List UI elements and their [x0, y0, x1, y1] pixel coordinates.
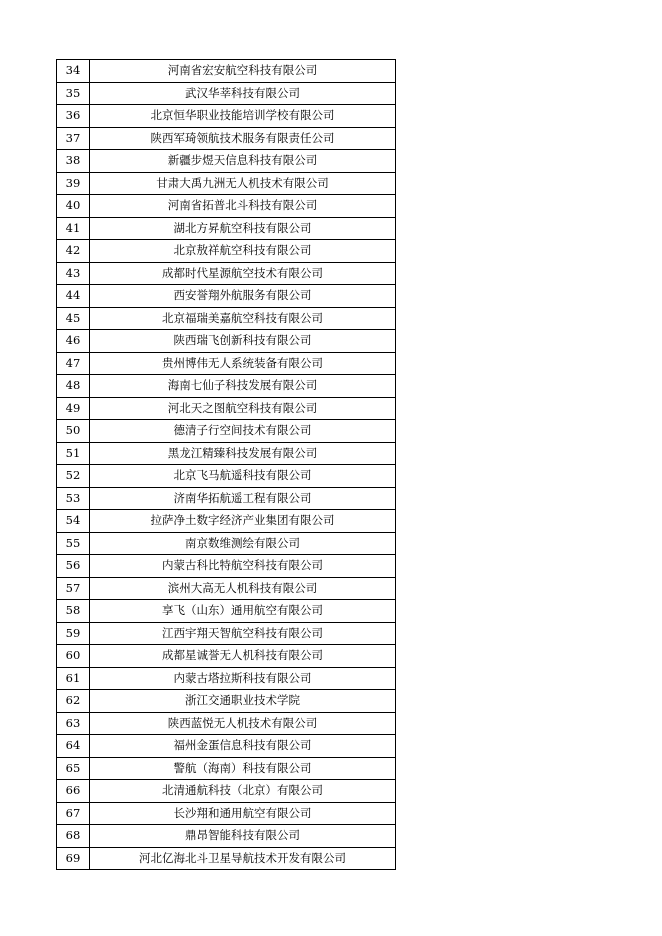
- row-number-cell: 40: [57, 195, 90, 218]
- company-name-cell: 陕西蓝悦无人机技术有限公司: [90, 712, 396, 735]
- company-name-cell: 长沙翔和通用航空有限公司: [90, 802, 396, 825]
- row-number-cell: 35: [57, 82, 90, 105]
- row-number-cell: 34: [57, 60, 90, 83]
- company-name-cell: 西安誉翔外航服务有限公司: [90, 285, 396, 308]
- table-row: [57, 487, 396, 510]
- row-number-cell: 49: [57, 397, 90, 420]
- row-number-cell: 63: [57, 712, 90, 735]
- table-row: [57, 217, 396, 240]
- row-number-cell: 57: [57, 577, 90, 600]
- table-row: [57, 172, 396, 195]
- row-number-cell: 56: [57, 555, 90, 578]
- row-number-cell: 61: [57, 667, 90, 690]
- company-name-cell: 警航（海南）科技有限公司: [90, 757, 396, 780]
- row-number-cell: 54: [57, 510, 90, 533]
- row-number-cell: 39: [57, 172, 90, 195]
- table-row: [57, 825, 396, 848]
- table-row: [57, 285, 396, 308]
- table-row: [57, 465, 396, 488]
- row-number-cell: 45: [57, 307, 90, 330]
- company-name-cell: 北清通航科技（北京）有限公司: [90, 780, 396, 803]
- table-row: [57, 60, 396, 83]
- row-number-cell: 50: [57, 420, 90, 443]
- company-name-cell: 内蒙古塔拉斯科技有限公司: [90, 667, 396, 690]
- company-name-cell: 河北亿海北斗卫星导航技术开发有限公司: [90, 847, 396, 870]
- company-name-cell: 陕西军琦领航技术服务有限责任公司: [90, 127, 396, 150]
- row-number-cell: 65: [57, 757, 90, 780]
- company-name-cell: 内蒙古科比特航空科技有限公司: [90, 555, 396, 578]
- company-name-cell: 北京敖祥航空科技有限公司: [90, 240, 396, 263]
- company-name-cell: 滨州大高无人机科技有限公司: [90, 577, 396, 600]
- table-row: [57, 735, 396, 758]
- table-row: [57, 150, 396, 173]
- table-row: [57, 802, 396, 825]
- row-number-cell: 59: [57, 622, 90, 645]
- table-row: [57, 375, 396, 398]
- company-name-cell: 成都星诚誉无人机科技有限公司: [90, 645, 396, 668]
- table-row: [57, 667, 396, 690]
- table-row: [57, 352, 396, 375]
- table-row: [57, 712, 396, 735]
- company-name-cell: 江西宇翔天智航空科技有限公司: [90, 622, 396, 645]
- company-list-table: [56, 59, 396, 870]
- table-row: [57, 757, 396, 780]
- company-name-cell: 贵州博伟无人系统装备有限公司: [90, 352, 396, 375]
- row-number-cell: 52: [57, 465, 90, 488]
- row-number-cell: 55: [57, 532, 90, 555]
- row-number-cell: 44: [57, 285, 90, 308]
- row-number-cell: 51: [57, 442, 90, 465]
- row-number-cell: 36: [57, 105, 90, 128]
- company-name-cell: 福州金蛋信息科技有限公司: [90, 735, 396, 758]
- table-row: [57, 397, 396, 420]
- company-name-cell: 河南省拓普北斗科技有限公司: [90, 195, 396, 218]
- company-list-body: [57, 60, 396, 870]
- row-number-cell: 53: [57, 487, 90, 510]
- company-name-cell: 济南华拓航遥工程有限公司: [90, 487, 396, 510]
- row-number-cell: 43: [57, 262, 90, 285]
- row-number-cell: 41: [57, 217, 90, 240]
- row-number-cell: 58: [57, 600, 90, 623]
- row-number-cell: 48: [57, 375, 90, 398]
- company-name-cell: 浙江交通职业技术学院: [90, 690, 396, 713]
- table-row: [57, 645, 396, 668]
- table-row: [57, 262, 396, 285]
- company-name-cell: 河南省宏安航空科技有限公司: [90, 60, 396, 83]
- table-row: [57, 307, 396, 330]
- table-row: [57, 330, 396, 353]
- table-row: [57, 195, 396, 218]
- company-name-cell: 武汉华莘科技有限公司: [90, 82, 396, 105]
- company-name-cell: 北京福瑞美嘉航空科技有限公司: [90, 307, 396, 330]
- company-name-cell: 河北天之图航空科技有限公司: [90, 397, 396, 420]
- row-number-cell: 42: [57, 240, 90, 263]
- row-number-cell: 64: [57, 735, 90, 758]
- table-row: [57, 127, 396, 150]
- company-name-cell: 陕西瑞飞创新科技有限公司: [90, 330, 396, 353]
- row-number-cell: 69: [57, 847, 90, 870]
- row-number-cell: 47: [57, 352, 90, 375]
- row-number-cell: 60: [57, 645, 90, 668]
- table-row: [57, 847, 396, 870]
- company-name-cell: 成都时代星源航空技术有限公司: [90, 262, 396, 285]
- table-row: [57, 555, 396, 578]
- company-name-cell: 享飞（山东）通用航空有限公司: [90, 600, 396, 623]
- company-name-cell: 北京飞马航遥科技有限公司: [90, 465, 396, 488]
- table-row: [57, 622, 396, 645]
- row-number-cell: 67: [57, 802, 90, 825]
- table-row: [57, 442, 396, 465]
- row-number-cell: 38: [57, 150, 90, 173]
- company-name-cell: 鼎昂智能科技有限公司: [90, 825, 396, 848]
- table-row: [57, 420, 396, 443]
- table-row: [57, 577, 396, 600]
- company-name-cell: 拉萨净土数字经济产业集团有限公司: [90, 510, 396, 533]
- row-number-cell: 46: [57, 330, 90, 353]
- company-name-cell: 新疆步煜天信息科技有限公司: [90, 150, 396, 173]
- row-number-cell: 62: [57, 690, 90, 713]
- company-name-cell: 黑龙江精臻科技发展有限公司: [90, 442, 396, 465]
- table-row: [57, 105, 396, 128]
- table-row: [57, 240, 396, 263]
- row-number-cell: 66: [57, 780, 90, 803]
- company-name-cell: 北京恒华职业技能培训学校有限公司: [90, 105, 396, 128]
- row-number-cell: 37: [57, 127, 90, 150]
- row-number-cell: 68: [57, 825, 90, 848]
- table-row: [57, 780, 396, 803]
- table-row: [57, 600, 396, 623]
- company-name-cell: 海南七仙子科技发展有限公司: [90, 375, 396, 398]
- table-row: [57, 690, 396, 713]
- table-row: [57, 510, 396, 533]
- table-row: [57, 82, 396, 105]
- company-name-cell: 湖北方昇航空科技有限公司: [90, 217, 396, 240]
- company-name-cell: 南京数维测绘有限公司: [90, 532, 396, 555]
- company-name-cell: 德清子行空间技术有限公司: [90, 420, 396, 443]
- table-row: [57, 532, 396, 555]
- company-name-cell: 甘肃大禹九洲无人机技术有限公司: [90, 172, 396, 195]
